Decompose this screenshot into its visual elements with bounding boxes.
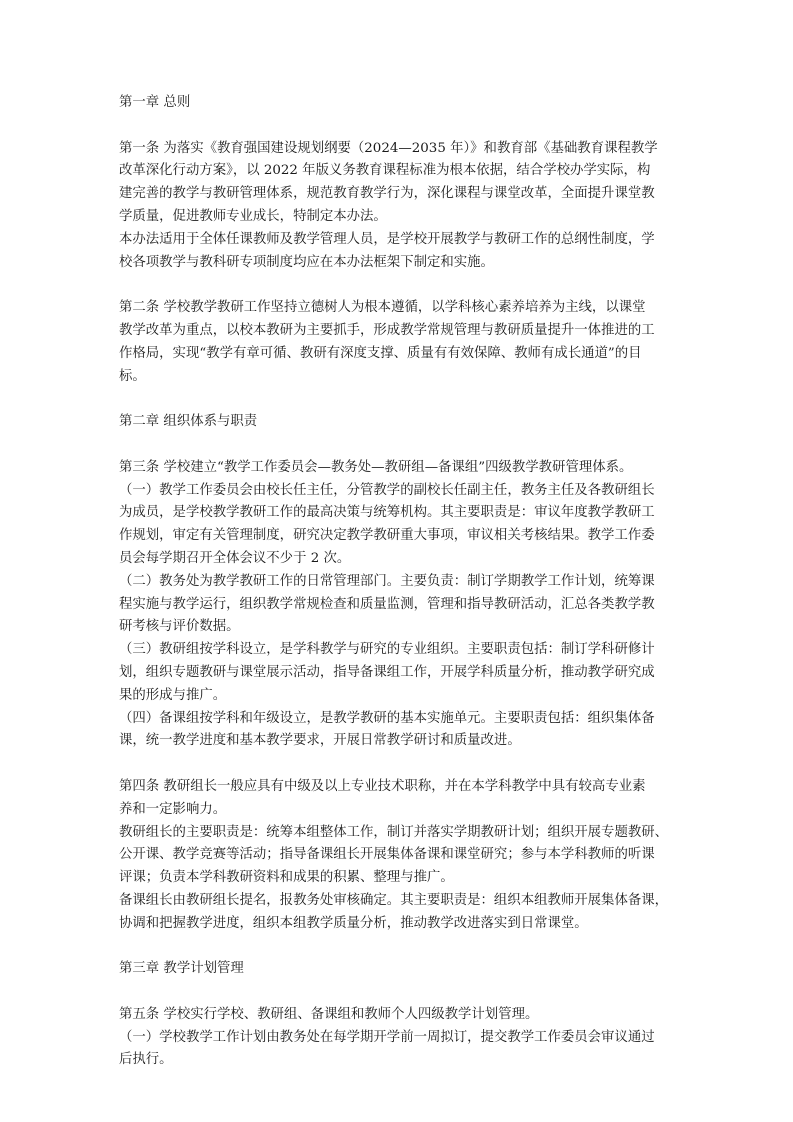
text-line: 教研组长的主要职责是：统筹本组整体工作，制订并落实学期教研计划；组织开展专题教研、 [119,824,669,840]
text-line: 作格局，实现“教学有章可循、教研有深度支撑、质量有有效保障、教师有成长通道”的目 [119,345,642,361]
text-line: （一）教学工作委员会由校长任主任，分管教学的副校长任副主任，教务主任及各教研组长 [119,482,655,498]
text-line: 课，统一教学进度和基本教学要求，开展日常教学研讨和质量改进。 [119,733,521,749]
text-line: 改革深化行动方案》，以 2022 年版义务教育课程标准为根本依据，结合学校办学实际，构 [119,163,651,179]
text-line: （一）学校教学工作计划由教务处在每学期开学前一周拟订，提交教学工作委员会审议通过 [119,1029,655,1045]
text-line: （四）备课组按学科和年级设立，是教学教研的基本实施单元。主要职责包括：组织集体备 [119,710,655,726]
text-line: 后执行。 [119,1052,173,1068]
article-2 [119,297,675,388]
text-line: 研考核与评价数据。 [119,619,240,635]
text-line: 果的形成与推广。 [119,687,227,703]
spacer [119,981,675,1004]
text-line: 校各项教学与教科研专项制度均应在本办法框架下制定和实施。 [119,254,494,270]
text-line: 第一条 为落实《教育强国建设规划纲要（2024—2035 年）》和教育部《基础教育课程教学 [119,140,658,156]
text-line: 为成员，是学校教学教研工作的最高决策与统筹机构。其主要职责是：审议年度教学教研工 [119,505,655,521]
spacer [119,115,675,138]
text-line: 第四条 教研组长一般应具有中级及以上专业技术职称，并在本学科教学中具有较高专业素 [119,778,646,794]
text-line: 建完善的教学与教研管理体系，规范教育教学行为，深化课程与课堂改革，全面提升课堂教 [119,186,655,202]
article-5 [119,1004,675,1072]
document-page [119,92,675,1072]
text-line: 教学改革为重点，以校本教研为主要抓手，形成教学常规管理与教研质量提升一体推进的工 [119,322,655,338]
text-line: 标。 [119,368,146,384]
spacer [119,434,675,457]
text-line: 作规划，审定有关管理制度，研究决定教学教研重大事项，审议相关考核结果。教学工作委 [119,528,655,544]
text-line: 第三条 学校建立“教学工作委员会—教务处—教研组—备课组”四级教学教研管理体系。 [119,459,633,475]
text-line: 第五条 学校实行学校、教研组、备课组和教师个人四级教学计划管理。 [119,1006,539,1022]
spacer [119,935,675,958]
spacer [119,274,675,297]
text-line: 划，组织专题教研与课堂展示活动，指导备课组工作，开展学科质量分析，推动教学研究成 [119,664,655,680]
text-line: 协调和把握教学进度，组织本组教学质量分析，推动教学改进落实到日常课堂。 [119,915,588,931]
text-line: 养和一定影响力。 [119,801,227,817]
text-line: 第二条 学校教学教研工作坚持立德树人为根本遵循，以学科核心素养培养为主线，以课堂 [119,300,646,316]
article-4 [119,776,675,936]
text-line: 学质量，促进教师专业成长，特制定本办法。 [119,208,387,224]
chapter-1-title: 第一章 总则 [119,95,191,110]
text-line: 备课组长由教研组长提名，报教务处审核确定。其主要职责是：组织本组教师开展集体备课， [119,892,669,908]
spacer [119,753,675,776]
article-3 [119,457,675,753]
article-1 [119,138,675,275]
spacer [119,388,675,411]
text-line: 员会每学期召开全体会议不少于 2 次。 [119,550,351,566]
chapter-2-title: 第二章 组织体系与职责 [119,414,258,430]
text-line: （二）教务处为教学教研工作的日常管理部门。主要负责：制订学期教学工作计划，统筹课 [119,573,655,589]
text-line: 程实施与教学运行，组织教学常规检查和质量监测，管理和指导教研活动，汇总各类教学教 [119,596,655,612]
chapter-3-title: 第三章 教学计划管理 [119,961,244,977]
text-line: （三）教研组按学科设立，是学科教学与研究的专业组织。主要职责包括：制订学科研修计 [119,642,655,658]
text-line: 公开课、教学竞赛等活动；指导备课组长开展集体备课和课堂研究；参与本学科教师的听课 [119,847,655,863]
text-line: 评课；负责本学科教研资料和成果的积累、整理与推广。 [119,870,454,886]
text-line: 本办法适用于全体任课教师及教学管理人员，是学校开展教学与教研工作的总纲性制度，学 [119,231,655,247]
